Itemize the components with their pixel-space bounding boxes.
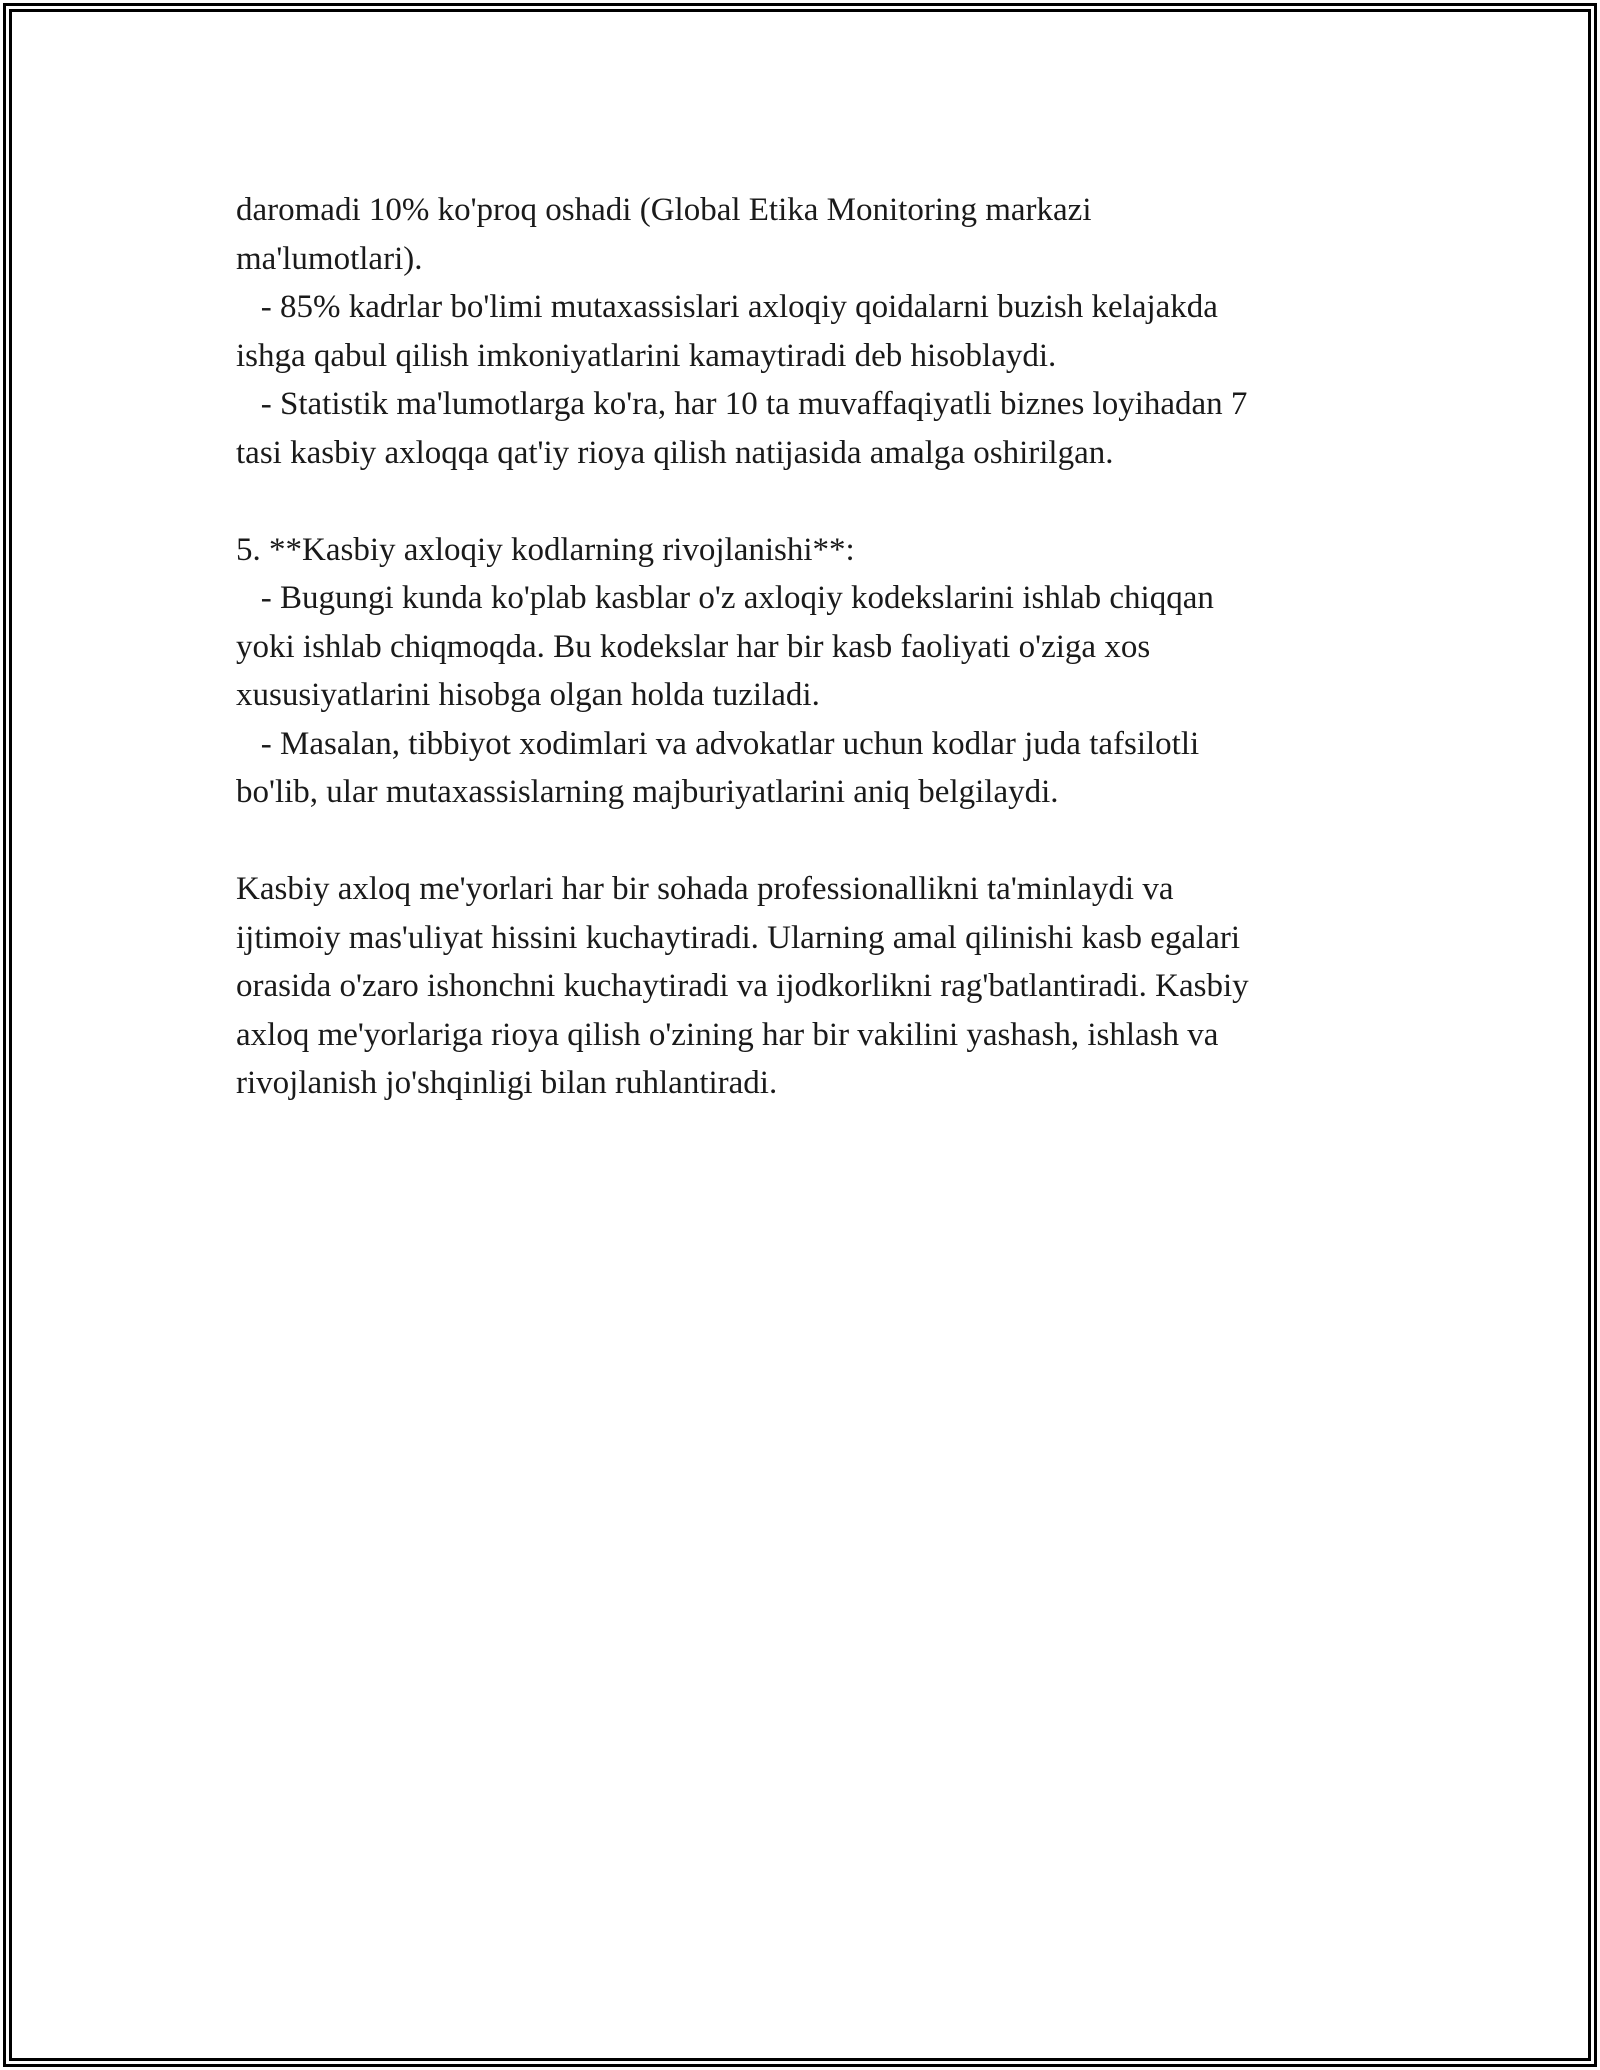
paragraph-ethics-codes xyxy=(236,526,1416,817)
paragraph-spacer xyxy=(236,477,1416,526)
text-line: - Masalan, tibbiyot xodimlari va advokatlar uchun kodlar juda tafsilotli xyxy=(236,725,1200,762)
text-line: - Bugungi kunda ko'plab kasblar o'z axloqiy kodekslarini ishlab chiqqan xyxy=(236,580,1214,616)
document-body xyxy=(236,186,1416,1108)
text-line: axloq me'yorlariga rioya qilish o'zining har bir vakilini yashash, ishlash va xyxy=(236,1016,1219,1053)
text-line: orasida o'zaro ishonchni kuchaytiradi va ijodkorlikni rag'batlantiradi. Kasbiy xyxy=(236,968,1249,1004)
paragraph-conclusion xyxy=(236,865,1416,1108)
text-line: ma'lumotlari). xyxy=(236,240,423,277)
text-line: xususiyatlarini hisobga olgan holda tuziladi. xyxy=(236,677,820,713)
text-line: ijtimoiy mas'uliyat hissini kuchaytiradi. Ularning amal qilinishi kasb egalari xyxy=(236,919,1241,956)
text-line: ishga qabul qilish imkoniyatlarini kamaytiradi deb hisoblaydi. xyxy=(236,337,1057,374)
text-line: Kasbiy axloq me'yorlari har bir sohada professionallikni ta'minlaydi va xyxy=(236,871,1174,907)
text-line: rivojlanish jo'shqinligi bilan ruhlantiradi. xyxy=(236,1065,778,1101)
text-line: - 85% kadrlar bo'limi mutaxassislari axloqiy qoidalarni buzish kelajakda xyxy=(236,289,1218,325)
text-line: daromadi 10% ko'proq oshadi (Global Etika Monitoring markazi xyxy=(236,192,1092,228)
text-line: - Statistik ma'lumotlarga ko'ra, har 10 ta muvaffaqiyatli biznes loyihadan 7 xyxy=(236,386,1248,422)
paragraph-statistics xyxy=(236,186,1416,477)
text-line: bo'lib, ular mutaxassislarning majburiyatlarini aniq belgilaydi. xyxy=(236,774,1059,810)
paragraph-spacer xyxy=(236,817,1416,866)
text-line: tasi kasbiy axloqqa qat'iy rioya qilish natijasida amalga oshirilgan. xyxy=(236,434,1114,471)
section-heading: 5. **Kasbiy axloqiy kodlarning rivojlanishi**: xyxy=(236,531,855,568)
text-line: yoki ishlab chiqmoqda. Bu kodekslar har bir kasb faoliyati o'ziga xos xyxy=(236,628,1151,665)
